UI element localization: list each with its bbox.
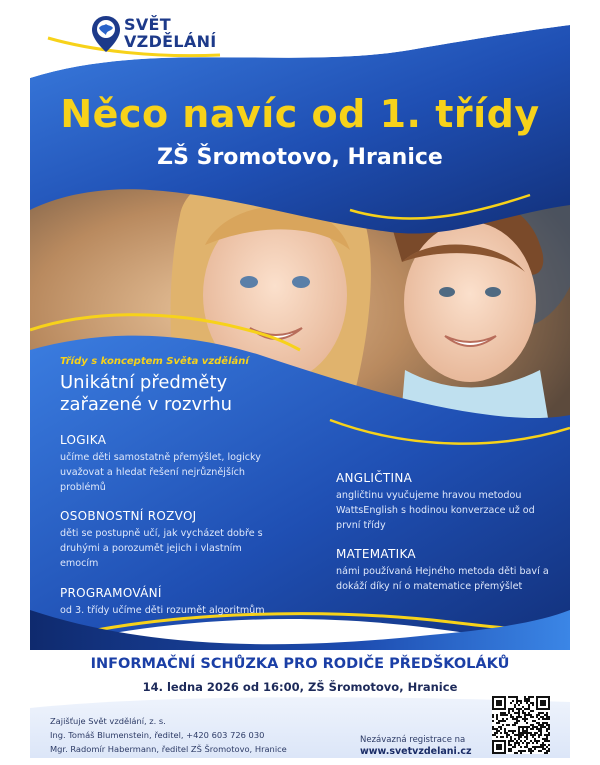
logo-text <box>124 16 217 50</box>
section-programovani <box>60 586 300 618</box>
section-title: LOGIKA <box>60 433 107 447</box>
page-title: Něco navíc od 1. třídy <box>60 92 540 136</box>
footer-registration <box>360 734 472 758</box>
section-anglictina <box>336 471 546 533</box>
registration-url[interactable]: www.svetvzdelani.cz <box>360 746 472 757</box>
info-meeting-title: INFORMAČNÍ SCHŮZKA PRO RODIČE PŘEDŠKOLÁKŮ <box>90 656 510 672</box>
section-text: od 3. třídy učíme děti rozumět algoritmům <box>60 605 265 616</box>
section-title: OSOBNOSTNÍ ROZVOJ <box>60 509 197 523</box>
section-osobnostni-rozvoj <box>60 509 275 571</box>
section-title: PROGRAMOVÁNÍ <box>60 586 162 600</box>
footer-contacts <box>50 714 287 756</box>
registration-label: Nezávazná registrace na <box>360 735 466 745</box>
poster <box>30 10 570 758</box>
footer-line-1: Zajišťuje Svět vzdělání, z. s. <box>50 716 166 726</box>
school-subtitle: ZŠ Šromotovo, Hranice <box>157 145 443 170</box>
logo-line-2: VZDĚLÁNÍ <box>124 32 217 51</box>
section-logika <box>60 433 290 495</box>
info-meeting-date: 14. ledna 2026 od 16:00, ZŠ Šromotovo, Hranice <box>142 680 458 694</box>
footer-line-3: Mgr. Radomír Habermann, ředitel ZŠ Šromotovo, Hranice <box>50 744 287 754</box>
concept-label: Třídy s konceptem Světa vzdělání <box>60 356 249 367</box>
section-title: ANGLIČTINA <box>336 471 413 485</box>
section-text: učíme děti samostatně přemýšlet, logicky uvažovat a hledat řešení nejrůznějších problémů <box>60 452 261 493</box>
headline: Unikátní předměty zařazené v rozvrhu <box>60 372 233 415</box>
logo-line-1: SVĚT <box>124 15 171 34</box>
qr-code[interactable] <box>492 696 550 754</box>
footer-line-2: Ing. Tomáš Blumenstein, ředitel, +420 603 726 030 <box>50 730 265 740</box>
section-matematika <box>336 547 551 594</box>
section-text: děti se postupně učí, jak vycházet dobře s druhými a porozumět jejich i vlastním emocím <box>60 528 263 569</box>
section-text: angličtinu vyučujeme hravou metodou WattsEnglish s hodinou konverzace už od první třídy <box>336 490 535 531</box>
section-text: námi používaná Hejného metoda děti baví a dokáží díky ní o matematice přemýšlet <box>336 566 549 592</box>
section-title: MATEMATIKA <box>336 547 416 561</box>
globe-pin-icon <box>90 14 122 54</box>
